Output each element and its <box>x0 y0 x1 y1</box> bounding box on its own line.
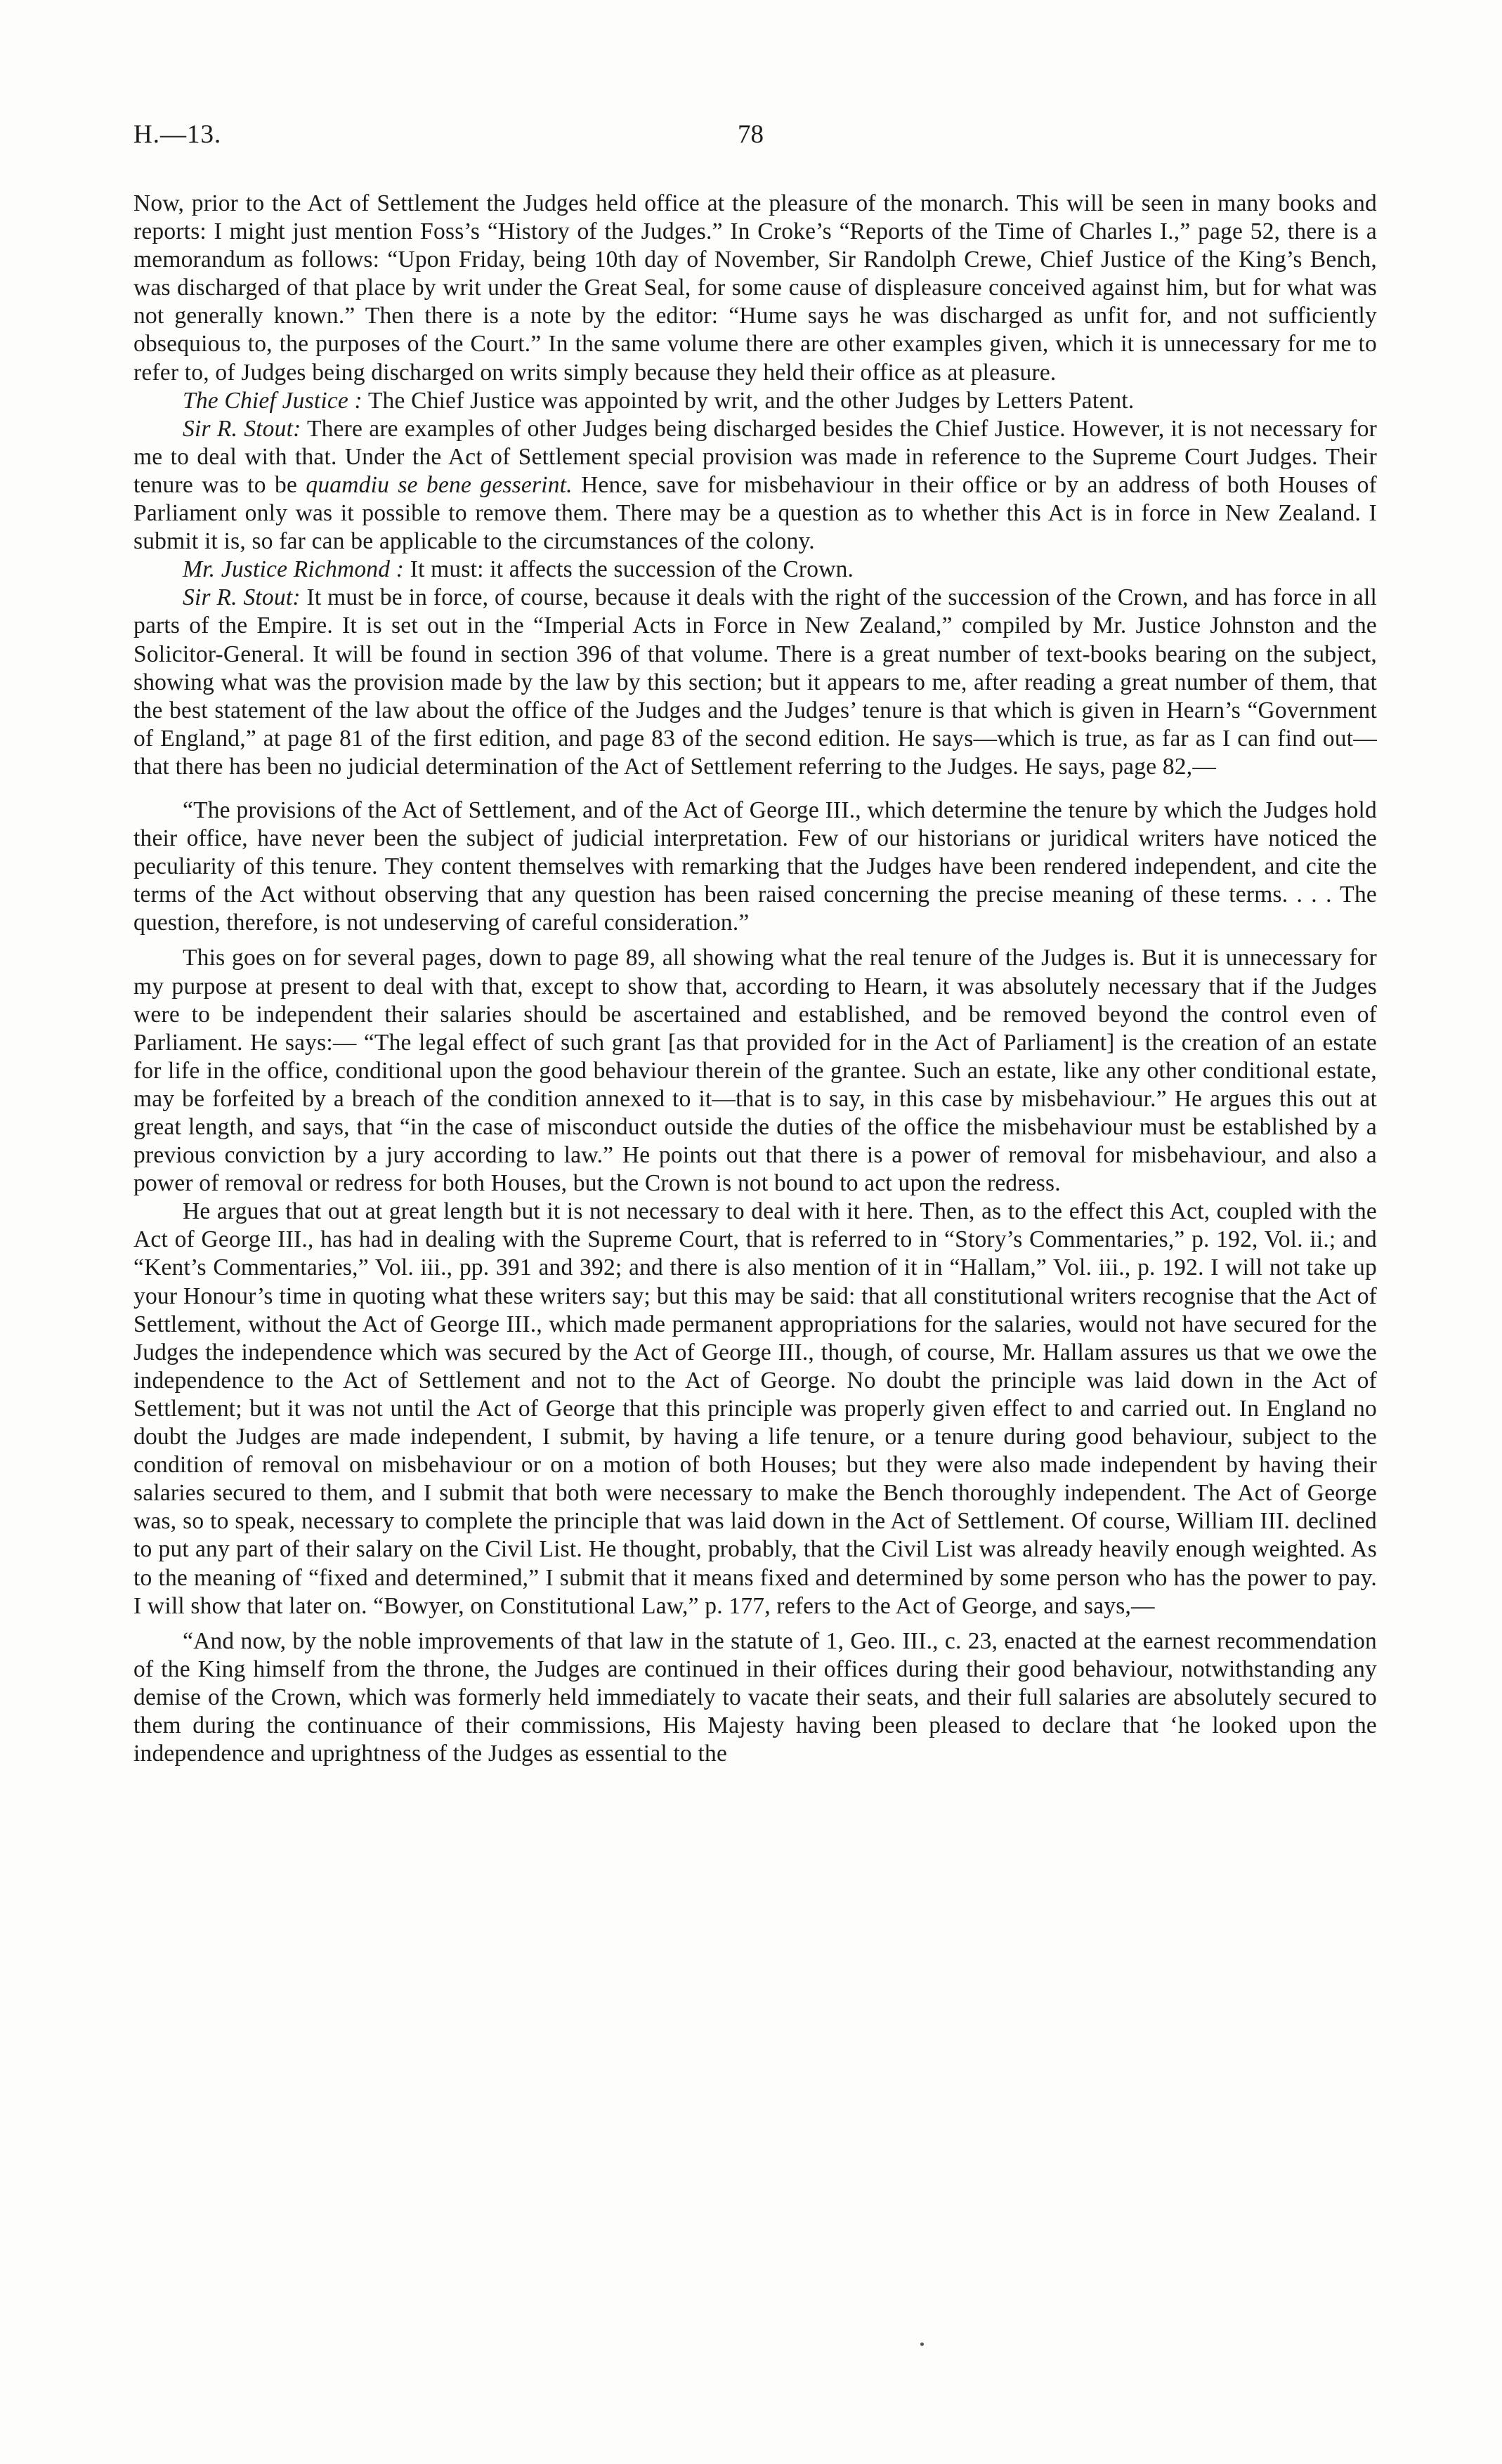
paragraph: He argues that out at great length but it is not necessary to deal with it here. Then, as to the effect this Act, coupled with the Act of George III., has had in dealing with the Supreme Court, that is referred to in “Story’s Commentaries,” p. 192, Vol. ii.; and “Kent’s Commentaries,” Vol. iii., pp. 391 and 392; and there is also mention of it in “Hallam,” Vol. iii., p. 192. I will not take up your Honour’s time in quoting what these writers say; but this may be said: that all constitutional writers recognise that the Act of Settlement, without the Act of George III., which made permanent appropriations for the salaries, would not have secured for the Judges the independence which was secured by the Act of George III., though, of course, Mr. Hallam assures us that we owe the independence to the Act of Settlement and not to the Act of George. No doubt the principle was laid down in the Act of Settlement; but it was not until the Act of George that this principle was properly given effect to and carried out. In England no doubt the Judges are made independent, I submit, by having a life tenure, or a tenure during good behaviour, subject to the condition of removal on misbehaviour or on a motion of both Houses; but they were also made independent by having their salaries secured to them, and I submit that both were necessary to make the Bench thoroughly independent. The Act of George was, so to speak, necessary to complete the principle that was laid down in the Act of Settlement. Of course, William III. declined to put any part of their salary on the Civil List. He thought, probably, that the Civil List was already heavily enough weighted. As to the meaning of “fixed and determined,” I submit that it means fixed and determined by some person who has the power to pay. I will show that later on. “Bowyer, on Constitutional Law,” p. 177, refers to the Act of George, and says,— <box>133 1198 1377 1619</box>
block-quote: “The provisions of the Act of Settlement, and of the Act of George III., which determine the tenure by which the Judges hold their office, have never been the subject of judicial interpretation. Few of our historians or juridical writers have noticed the peculiarity of this tenure. They content themselves with remarking that the Judges have been rendered independent, and cite the terms of the Act without observing that any question has been raised concerning the precise meaning of these terms. . . . The question, therefore, is not undeserving of careful consideration.” <box>133 797 1377 936</box>
paragraph <box>133 556 1377 584</box>
paragraph <box>133 584 1377 781</box>
speech-text: Hence, save for misbehaviour in their office or by an address of both Houses of Parliament only was it possible to remove them. There may be a question as to whether this Act is in force in New Zealand. I submit it is, so far can be applicable to the circumstances of the colony. <box>133 471 1377 555</box>
speech-text: It must be in force, of course, because it deals with the right of the succession of the Crown, and has force in all parts of the Empire. It is set out in the “Imperial Acts in Force in New Zealand,” compiled by Mr. Justice Johnston and the Solicitor-General. It will be found in section 396 of that volume. There is a great number of text-books bearing on the subject, showing what was the provision made by the law by this section; but it appears to me, after reading a great number of them, that the best statement of the law about the office of the Judges and the Judges’ tenure is that which is given in Hearn’s “Government of England,” at page 81 of the first edition, and page 83 of the second edition. He says—which is true, as far as I can find out—that there has been no judicial determination of the Act of Settlement referring to the Judges. He says, page 82,— <box>133 584 1377 780</box>
document-reference: H.—13. <box>133 120 222 149</box>
speech-text: There are examples of other Judges being discharged besides the Chief Justice. However, it is not necessary for me to deal with that. Under the Act of Settlement special provision was made in reference to the Supreme Court Judges. Their tenure was to be <box>133 415 1377 498</box>
latin-phrase: quamdiu se bene gesserint. <box>306 471 573 498</box>
speaker: Sir R. Stout: <box>183 415 301 442</box>
page-number: 78 <box>738 120 764 149</box>
document-body <box>133 190 1377 1768</box>
paragraph <box>133 415 1377 556</box>
speaker: Mr. Justice Richmond : <box>183 556 405 583</box>
speaker: The Chief Justice : <box>183 387 363 414</box>
block-quote: “And now, by the noble improvements of that law in the statute of 1, Geo. III., c. 23, enacted at the earnest recommendation of the King himself from the throne, the Judges are continued in their offices during their good behaviour, notwithstanding any demise of the Crown, which was formerly held immediately to vacate their seats, and their full salaries are absolutely secured to them during the continuance of their commissions, His Majesty having been pleased to declare that ‘he looked upon the independence and uprightness of the Judges as essential to the <box>133 1627 1377 1767</box>
speech-text: It must: it affects the succession of the Crown. <box>404 556 854 583</box>
paragraph: This goes on for several pages, down to page 89, all showing what the real tenure of the Judges is. But it is unnecessary for my purpose at present to deal with that, except to show that, according to Hearn, it was absolutely necessary that if the Judges were to be independent their salaries should be ascertained and established, and be removed beyond the control even of Parliament. He says:— “The legal effect of such grant [as that provided for in the Act of Parliament] is the creation of an estate for life in the office, conditional upon the good behaviour therein of the grantee. Such an estate, like any other conditional estate, may be forfeited by a breach of the condition annexed to it—that is to say, in this case by misbehaviour.” He argues this out at great length, and says, that “in the case of misconduct outside the duties of the office the misbehaviour must be established by a previous conviction by a jury according to law.” He points out that there is a power of removal for misbehaviour, and also a power of removal or redress for both Houses, but the Crown is not bound to act upon the redress. <box>133 945 1377 1197</box>
paragraph: Now, prior to the Act of Settlement the Judges held office at the pleasure of the monarch. This will be seen in many books and reports: I might just mention Foss’s “History of the Judges.” In Croke’s “Reports of the Time of Charles I.,” page 52, there is a memorandum as follows: “Upon Friday, being 10th day of November, Sir Randolph Crewe, Chief Justice of the King’s Bench, was discharged of that place by writ under the Great Seal, for some cause of displeasure conceived against him, but for what was not generally known.” Then there is a note by the editor: “Hume says he was discharged as unfit for, and not sufficiently obsequious to, the purposes of the Court.” In the same volume there are other examples given, which it is unnecessary for me to refer to, of Judges being discharged on writs simply because they held their office as at pleasure. <box>133 190 1377 386</box>
speaker: Sir R. Stout: <box>183 584 301 611</box>
page-header <box>133 119 1377 169</box>
page-mark <box>920 2342 924 2346</box>
document-page <box>133 119 1377 1768</box>
paragraph <box>133 387 1377 415</box>
speech-text: The Chief Justice was appointed by writ, and the other Judges by Letters Patent. <box>362 387 1135 414</box>
